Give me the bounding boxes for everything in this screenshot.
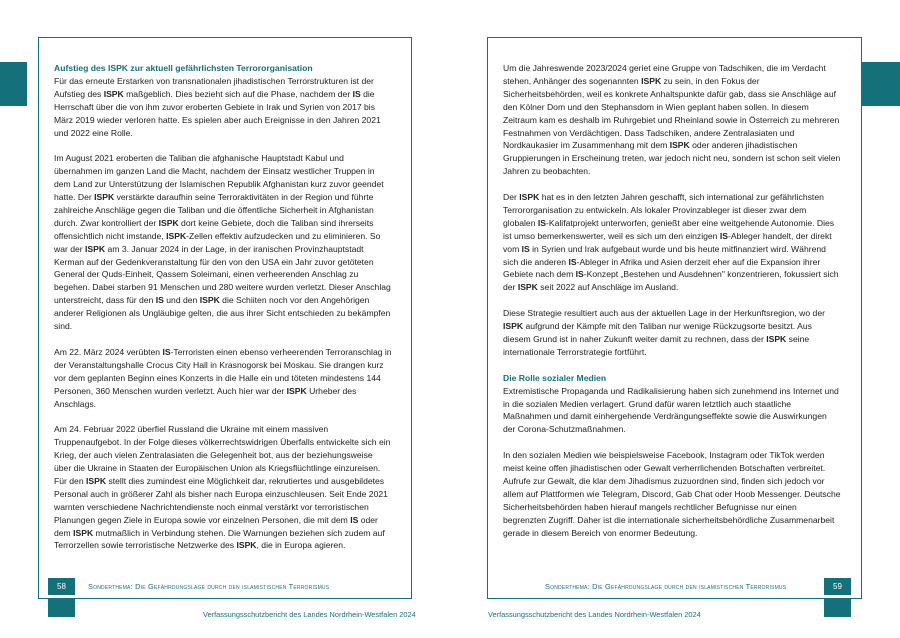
org-abbreviation: ISPK	[85, 243, 106, 254]
footer-stripe-left	[48, 599, 75, 617]
footer-stripe-right	[824, 599, 851, 617]
org-abbreviation: IS	[155, 295, 164, 306]
right-page-heading: Die Rolle sozialer Medien	[503, 372, 607, 383]
left-page-body	[54, 75, 392, 552]
body-paragraph: Extremistische Propaganda und Radikalisierung haben sich zunehmend ins Internet und in die sozialen Medien verlagert. Grund dafür waren letztlich auch staatliche Maßnahmen und damit einhergehende Verdrängungseffekte sowie die Auswirkungen der Corona-Schutzmaßnahmen.	[503, 385, 839, 435]
footer-right: Verfassungsschutzbericht des Landes Nordrhein-Westfalen 2024	[488, 610, 701, 619]
running-head-right: Sonderthema: Die Gefährdungslage durch den islamistischen Terrorismus	[545, 582, 787, 591]
page-number-left: 58	[48, 578, 75, 595]
org-abbreviation: ISPK	[517, 282, 538, 293]
left-page-column	[54, 62, 392, 565]
org-abbreviation: ISPK	[103, 88, 124, 99]
org-abbreviation: IS	[352, 88, 361, 99]
footer-left: Verfassungsschutzbericht des Landes Nordrhein-Westfalen 2024	[203, 610, 416, 619]
left-edge-tab	[0, 62, 27, 106]
org-abbreviation: ISPK	[669, 140, 690, 151]
org-abbreviation: ISPK	[199, 295, 220, 306]
org-abbreviation: ISPK	[166, 230, 187, 241]
org-abbreviation: IS	[575, 269, 584, 280]
body-paragraph: Im August 2021 eroberten die Taliban die afghanische Hauptstadt Kabul und übernahmen im ganzen Land die Macht, nachdem der Einsatz westlicher Truppen in dem Land zur Unterstützung der Islamischen Republik Afghanistan kurz zuvor geendet hatte. Der ISPK verstärkte daraufhin seine Terroraktivitäten in der Region und führte zahlreiche Anschläge gegen die Taliban und die öffentliche Sicherheit in Afghanistan durch. Zwar kontrolliert der ISPK dort keine Gebiete, doch die Taliban sind ihrerseits offensichtlich nicht imstande, ISPK-Zellen effektiv aufzudecken und zu eliminieren. So war der ISPK am 3. Januar 2024 in der Lage, in der iranischen Provinzhauptstadt Kerman auf der Gedenkveranstaltung für den von den USA ein Jahr zuvor getöteten General der Quds-Einheit, Qassem Soleimani, einen verheerenden Anschlag zu begehen. Dabei starben 91 Menschen und 280 weitere wurden verletzt. Dieser Anschlag unterstreicht, dass für den IS und den ISPK die Schiiten noch vor den Angehörigen anderer Religionen als Ungläubige gelten, die aus ihrer Sicht entschieden zu bekämpfen sind.	[54, 153, 391, 332]
right-page-body-bottom	[503, 385, 841, 540]
org-abbreviation: ISPK	[94, 192, 115, 203]
org-abbreviation: ISPK	[158, 217, 179, 228]
body-paragraph: Um die Jahreswende 2023/2024 geriet eine Gruppe von Tadschiken, die im Verdacht stehen, Anhänger des sogenannten ISPK zu sein, in den Fokus der Sicherheitsbehörden, weil es konkrete Anhaltspunkte dafür gab, dass sie Anschläge auf den Kölner Dom und den Stephansdom in Wien geplant haben sollen. In diesem Zeitraum kam es deshalb im Ruhrgebiet und Rheinland sowie in Österreich zu mehreren Festnahmen von Verdächtigen. Dass Tadschiken, andere Zentralasiaten und Nordkaukasier im Zusammenhang mit dem ISPK oder anderen jihadistischen Gruppierungen in Erscheinung treten, war jedoch nicht neu, sondern ist schon seit vielen Jahren zu beobachten.	[503, 63, 841, 177]
right-page-body-top	[503, 62, 841, 359]
body-paragraph: Der ISPK hat es in den letzten Jahren geschafft, sich international zur gefährlichsten Terrororganisation zu entwickeln. Als lokaler Provinzableger ist dieser zwar dem globalen IS-Kalifatprojekt unterworfen, genießt aber eine weitgehende Autonomie. Dies ist umso bemerkenswerter, weil es sich um den einzigen IS-Ableger handelt, der direkt vom IS in Syrien und Irak aufgebaut wurde und bis heute mitfinanziert wird. Während sich die anderen IS-Ableger in Afrika und Asien derzeit eher auf die Expansion ihrer Gebiete nach dem IS-Konzept „Bestehen und Ausdehnen" konzentrieren, fokussiert sich der ISPK seit 2022 auf Anschläge im Ausland.	[503, 192, 839, 293]
org-abbreviation: IS	[162, 346, 171, 357]
org-abbreviation: ISPK	[766, 334, 787, 344]
org-abbreviation: ISPK	[641, 75, 662, 86]
org-abbreviation: ISPK	[86, 475, 107, 486]
org-abbreviation: ISPK	[73, 527, 94, 538]
org-abbreviation: IS	[568, 256, 577, 267]
org-abbreviation: ISPK	[503, 321, 524, 332]
body-paragraph: In den sozialen Medien wie beispielsweise Facebook, Instagram oder TikTok werden meist keine offen jihadistischen oder Gewalt verherrlichenden Botschaften verbreitet. Aufrufe zur Gewalt, die klar dem Jihadismus zuzuordnen sind, finden sich jedoch vor allem auf Plattformen wie Telegram, Discord, Gab Chat oder Hoob Messenger. Deutsche Sicherheitsbehörden haben hierauf mangels rechtlicher Befugnisse nur einen begrenzten Zugriff. Daher ist die internationale sicherheitsbehördliche Zusammenarbeit gerade in diesem Bereich von enormer Bedeutung.	[503, 450, 841, 538]
page-number-right: 59	[824, 578, 851, 595]
org-abbreviation: IS	[521, 243, 530, 254]
body-paragraph: Diese Strategie resultiert auch aus der aktuellen Lage in der Herkunftsregion, wo der ISPK aufgrund der Kämpfe mit den Taliban nur wenige Rückzugsorte besitzt. Aus diesem Grund ist in naher Zukunft weiter damit zu rechnen, dass der ISPK seine internationale Terrorstrategie fortführt.	[503, 308, 825, 357]
org-abbreviation: IS	[537, 217, 547, 228]
org-abbreviation: ISPK	[236, 540, 257, 551]
body-paragraph: Am 22. März 2024 verübten IS-Terroristen einen ebenso verheerenden Terroranschlag in der Veranstaltungshalle Crocus City Hall in Krasnogorsk bei Moskau. Sie drangen kurz vor dem geplanten Beginn eines Konzerts in die Halle ein und töteten mindestens 144 Personen, 360 Menschen wurden verletzt. Auch hier war der ISPK Urheber des Anschlags.	[54, 346, 392, 409]
right-page-column	[503, 62, 841, 539]
right-edge-tab	[861, 62, 900, 106]
org-abbreviation: ISPK	[519, 192, 540, 203]
running-head-left: Sonderthema: Die Gefährdungslage durch den islamistischen Terrorismus	[88, 582, 330, 591]
left-page-heading: Aufstieg des ISPK zur aktuell gefährlichsten Terrororganisation	[54, 63, 313, 73]
org-abbreviation: IS	[350, 514, 359, 525]
body-paragraph: Am 24. Februar 2022 überfiel Russland die Ukraine mit einem massiven Truppenaufgebot. In der Folge dieses völkerrechtswidrigen Überfalls entwickelte sich ein Krieg, der auch vielen Zentralasiaten die Gelegenheit bot, aus der beziehungsweise über die Ukraine in Staaten der Europäischen Union als Kriegsflüchtlinge einzureisen. Für den ISPK stellt dies zumindest eine Möglichkeit dar, rekrutiertes und ausgebildetes Personal auch in größerer Zahl als bisher nach Europa einzuschleusen. Seit Ende 2021 warnten verschiedene Nachrichtendienste noch einmal verstärkt vor terroristischen Planungen gegen Ziele in Europa sowie vor einzelnen Personen, die mit dem IS oder dem ISPK mutmaßlich in Verbindung stehen. Die Warnungen beziehen sich zudem auf Terrorzellen sowie terroristische Netzwerke des ISPK, die in Europa agieren.	[54, 424, 391, 551]
body-paragraph: Für das erneute Erstarken von transnationalen jihadistischen Terrorstrukturen ist der Aufstieg des ISPK maßgeblich. Dies bezieht sich auf die Phase, nachdem der IS die Herrschaft über die von ihm zuvor eroberten Gebiete in Irak und Syrien von 2017 bis März 2019 wieder verloren hatte. Es spielen aber auch Ereignisse in den Jahren 2021 und 2022 eine Rolle.	[54, 75, 381, 138]
org-abbreviation: ISPK	[286, 385, 307, 396]
org-abbreviation: IS	[719, 230, 728, 241]
